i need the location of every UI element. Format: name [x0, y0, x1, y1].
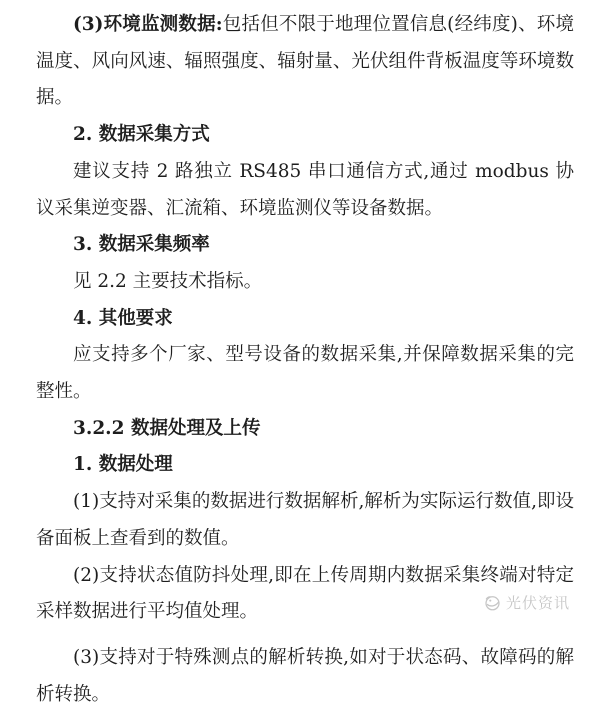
pv-logo-icon: [483, 593, 502, 612]
paragraph: [36, 484, 574, 557]
text-run: (2)支持状态值防抖处理,即在上传周期内数据采集终端对特定采样数据进行平均值处理。: [36, 564, 574, 623]
text-run: 3. 数据采集频率: [73, 234, 210, 256]
text-run: 2. 数据采集方式: [73, 124, 210, 146]
section-heading: [36, 227, 574, 264]
section-heading: [36, 301, 574, 338]
watermark-label: 光伏资讯: [506, 594, 571, 612]
paragraph: [36, 640, 574, 713]
paragraph: [36, 7, 574, 117]
text-run: 建议支持 2 路独立 RS485 串口通信方式,通过 modbus 协议采集逆变器、汇流箱、环境监测仪等设备数据。: [36, 160, 574, 219]
text-run: 应支持多个厂家、型号设备的数据采集,并保障数据采集的完整性。: [36, 344, 574, 403]
text-run: 4. 其他要求: [73, 307, 173, 329]
paragraph: [36, 264, 574, 301]
section-heading: [36, 117, 574, 154]
paragraph: [36, 154, 574, 227]
text-run: (3)环境监测数据:: [73, 14, 223, 35]
section-heading: [36, 447, 574, 484]
text-run: 3.2.2 数据处理及上传: [73, 417, 261, 439]
text-run: (3)支持对于特殊测点的解析转换,如对于状态码、故障码的解析转换。: [36, 646, 574, 705]
paragraph: [36, 337, 574, 410]
text-run: 见 2.2 主要技术指标。: [73, 270, 263, 292]
watermark: [483, 592, 570, 613]
section-heading: [36, 411, 574, 448]
text-run: 包括但不限于地理位置信息(经纬度)、环境温度、风向风速、辐照强度、辐射量、光伏组件背板温度等环境数据。: [36, 14, 574, 109]
text-run: 1. 数据处理: [73, 454, 173, 476]
text-run: (1)支持对采集的数据进行数据解析,解析为实际运行数值,即设备面板上查看到的数值。: [36, 491, 574, 549]
